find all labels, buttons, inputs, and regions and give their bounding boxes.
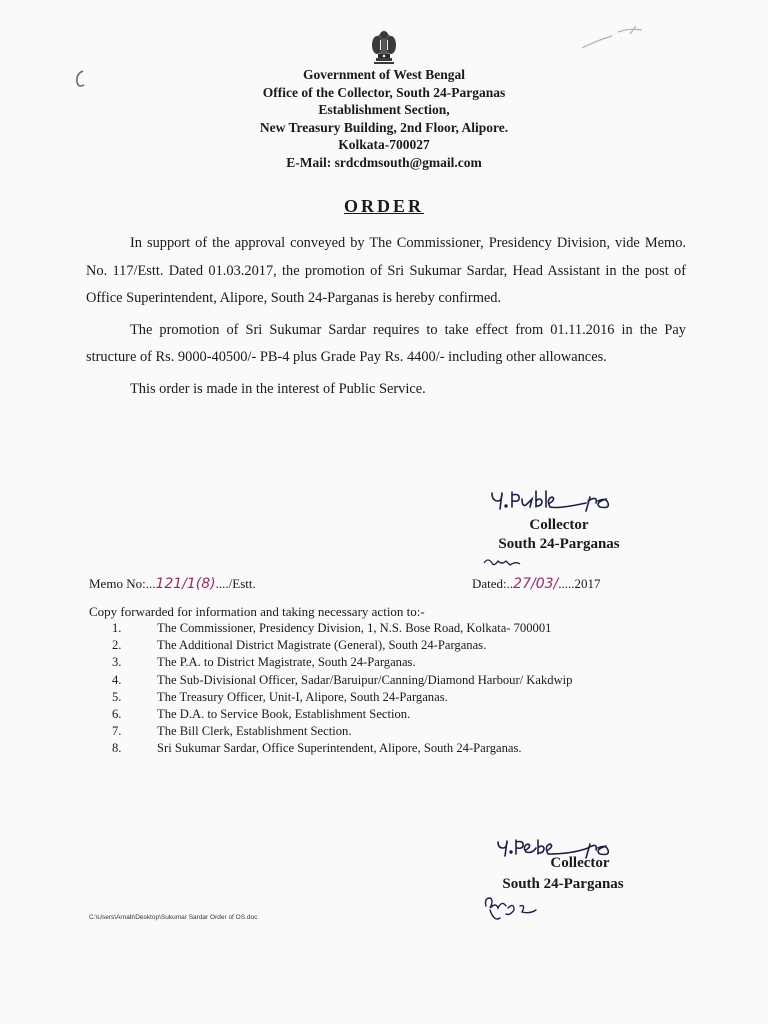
order-title: ORDER xyxy=(343,196,424,216)
pencil-scribble-icon xyxy=(578,24,648,52)
distribution-list xyxy=(112,620,572,758)
order-paragraph-1: In support of the approval conveyed by The Commissioner, Presidency Division, vide Memo. No. 117/Estt. Dated 01.03.2017, the promotion of Sri Sukumar Sardar, Head Assistant in the post of Office Superintendent, Alipore, South 24-Parganas is hereby confirmed. xyxy=(86,235,686,306)
office-header xyxy=(0,66,768,171)
file-path-footer: C:\Users\Arnab\Desktop\Sukumar Sardar Order of OS.doc xyxy=(89,914,258,921)
list-item: 3. The P.A. to District Magistrate, South 24-Parganas. xyxy=(112,655,416,670)
order-body xyxy=(86,230,686,403)
memo-date xyxy=(472,576,600,592)
header-email: E-Mail: srdcdmsouth@gmail.com xyxy=(286,154,482,170)
list-item: 8. Sri Sukumar Sardar, Office Superintendent, Alipore, South 24-Parganas. xyxy=(112,741,522,756)
initials-1-ink xyxy=(480,555,540,569)
signature-block-1 xyxy=(474,517,644,553)
memo-number xyxy=(89,576,256,592)
header-government: Government of West Bengal xyxy=(302,67,466,82)
memo-number-handwritten: 121/1(8) xyxy=(155,576,216,592)
list-item: 7. The Bill Clerk, Establishment Section. xyxy=(112,724,352,739)
list-item: 6. The D.A. to Service Book, Establishment Section. xyxy=(112,707,411,722)
memo-date-suffix: .....2017 xyxy=(558,576,601,591)
order-paragraph-3: This order is made in the interest of Public Service. xyxy=(130,380,426,397)
header-office: Office of the Collector, South 24-Parganas xyxy=(262,84,506,100)
signature-2-district: South 24-Parganas xyxy=(502,876,624,892)
memo-number-suffix: ..../Estt. xyxy=(215,576,256,591)
initials-2-ink xyxy=(480,892,550,928)
list-item: 4. The Sub-Divisional Officer, Sadar/Baruipur/Canning/Diamond Harbour/ Kakdwip xyxy=(112,672,573,687)
header-section: Establishment Section, xyxy=(318,102,450,117)
list-item: 1. The Commissioner, Presidency Division, 1, N.S. Bose Road, Kolkata- 700001 xyxy=(112,621,552,635)
signature-block-2 xyxy=(478,855,648,893)
signature-1-designation: Collector xyxy=(529,517,589,533)
header-building: New Treasury Building, 2nd Floor, Alipore. xyxy=(259,119,509,135)
memo-number-prefix: Memo No:... xyxy=(89,576,156,591)
copy-forwarded-intro: Copy forwarded for information and taking necessary action to:- xyxy=(89,604,425,619)
state-emblem-icon xyxy=(366,28,402,68)
list-item: 2. The Additional District Magistrate (General), South 24-Parganas. xyxy=(112,638,487,653)
signature-2-designation: Collector xyxy=(550,855,610,871)
list-item: 5. The Treasury Officer, Unit-I, Alipore, South 24-Parganas. xyxy=(112,689,448,704)
signature-1-district: South 24-Parganas xyxy=(498,536,620,552)
header-city: Kolkata-700027 xyxy=(338,137,430,152)
memo-date-prefix: Dated:.. xyxy=(472,576,514,591)
margin-mark-icon xyxy=(72,68,90,90)
memo-date-handwritten: 27/03/ xyxy=(513,576,559,592)
order-paragraph-2: The promotion of Sri Sukumar Sardar requires to take effect from 01.11.2016 in the Pay structure of Rs. 9000-40500/- PB-4 plus Grade Pay Rs. 4400/- including other allowances. xyxy=(86,321,686,365)
